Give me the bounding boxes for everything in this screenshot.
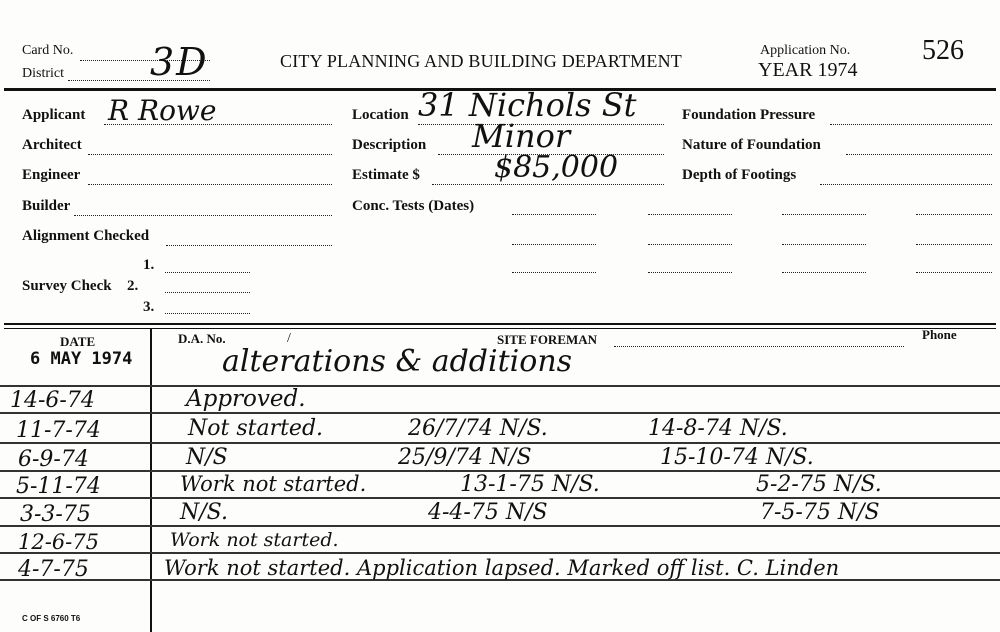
da-no-slash: / [287,331,291,346]
department-title: CITY PLANNING AND BUILDING DEPARTMENT [280,51,682,71]
survey-1-underline [165,272,250,273]
log-entry-text: Work not started. Application lapsed. Marked off list. C. Linden [164,556,840,580]
log-entry-text: Not started. [188,416,324,441]
log-entry-date: 6-9-74 [18,447,89,472]
description-handwritten: Minor [472,117,571,155]
log-entry-text: Work not started. [180,472,367,496]
survey-check-2-label: 2. [127,278,139,294]
log-entry-date: 11-7-74 [16,418,101,443]
log-row-line [0,442,1000,444]
site-foreman-underline [614,346,904,347]
log-entry-followup: 26/7/74 N/S. [408,416,548,441]
log-entry-text: alterations & additions [222,344,573,379]
phone-label: Phone [922,327,957,342]
location-label: Location [352,107,409,123]
log-top-rule-thin [4,328,996,329]
conc-test-line [782,272,866,273]
log-entry-date-stamp: 6 MAY 1974 [30,349,133,369]
depth-footings-label: Depth of Footings [682,167,797,183]
site-foreman-label: SITE FOREMAN [497,332,598,347]
architect-label: Architect [22,137,82,153]
alignment-checked-label: Alignment Checked [22,228,150,244]
log-entry-text: Approved. [186,386,306,412]
conc-test-line [648,244,732,245]
da-no-label: D.A. No. [178,331,226,346]
survey-2-underline [165,292,250,293]
log-row-line [0,525,1000,527]
alignment-underline [166,245,332,246]
log-entry-text: N/S. [180,500,228,525]
log-entry-date: 12-6-75 [18,530,99,554]
estimate-label: Estimate $ [352,167,420,183]
location-handwritten: 31 Nichols St [418,86,637,124]
foundation-pressure-label: Foundation Pressure [682,107,816,123]
card-number-handwritten: 3D [150,40,209,84]
log-row-line [0,552,1000,554]
applicant-handwritten: R Rowe [108,94,217,127]
date-column-divider [150,329,152,632]
conc-test-line [648,214,732,215]
engineer-label: Engineer [22,167,81,183]
engineer-underline [88,184,332,185]
form-code: C OF S 6760 T6 [22,614,81,623]
description-label: Description [352,137,427,153]
year-label: YEAR 1974 [758,59,858,81]
nature-foundation-label: Nature of Foundation [682,137,821,153]
conc-test-line [512,214,596,215]
application-no-label: Application No. [760,43,851,58]
nature-foundation-underline [846,154,992,155]
log-entry-text: N/S [186,445,228,470]
log-entry-followup: 5-2-75 N/S. [756,472,882,497]
card-no-label: Card No. [22,43,74,58]
district-label: District [22,66,64,81]
log-entry-followup: 25/9/74 N/S [398,445,532,470]
log-entry-text: Work not started. [170,529,339,551]
survey-check-1-label: 1. [143,257,155,273]
conc-test-line [782,214,866,215]
conc-test-line [916,214,992,215]
conc-test-line [512,244,596,245]
log-entry-followup: 7-5-75 N/S [760,500,880,525]
conc-test-line [782,244,866,245]
conc-test-line [916,272,992,273]
log-entry-followup: 13-1-75 N/S. [460,472,600,497]
log-entry-date: 14-6-74 [10,388,95,413]
log-row-line [0,385,1000,387]
conc-tests-label: Conc. Tests (Dates) [352,198,475,214]
builder-underline [74,215,332,216]
log-entry-date: 5-11-74 [16,474,101,499]
log-entry-date: 4-7-75 [18,557,89,582]
survey-check-label: Survey Check [22,278,112,294]
conc-test-line [916,244,992,245]
log-top-rule [4,323,996,325]
log-entry-followup: 4-4-75 N/S [428,500,548,525]
estimate-handwritten: $85,000 [494,150,619,185]
log-entry-date: 3-3-75 [20,502,91,527]
architect-underline [88,154,332,155]
survey-3-underline [165,313,250,314]
log-entry-followup: 15-10-74 N/S. [660,445,814,470]
date-column-label: DATE [60,334,96,349]
log-entry-followup: 14-8-74 N/S. [648,416,788,441]
survey-check-3-label: 3. [143,299,155,315]
log-row-line [0,497,1000,499]
builder-label: Builder [22,198,71,214]
foundation-pressure-underline [830,124,992,125]
depth-footings-underline [820,184,992,185]
conc-test-line [512,272,596,273]
applicant-label: Applicant [22,107,86,123]
log-row-line [0,412,1000,414]
conc-test-line [648,272,732,273]
application-number: 526 [922,35,964,66]
